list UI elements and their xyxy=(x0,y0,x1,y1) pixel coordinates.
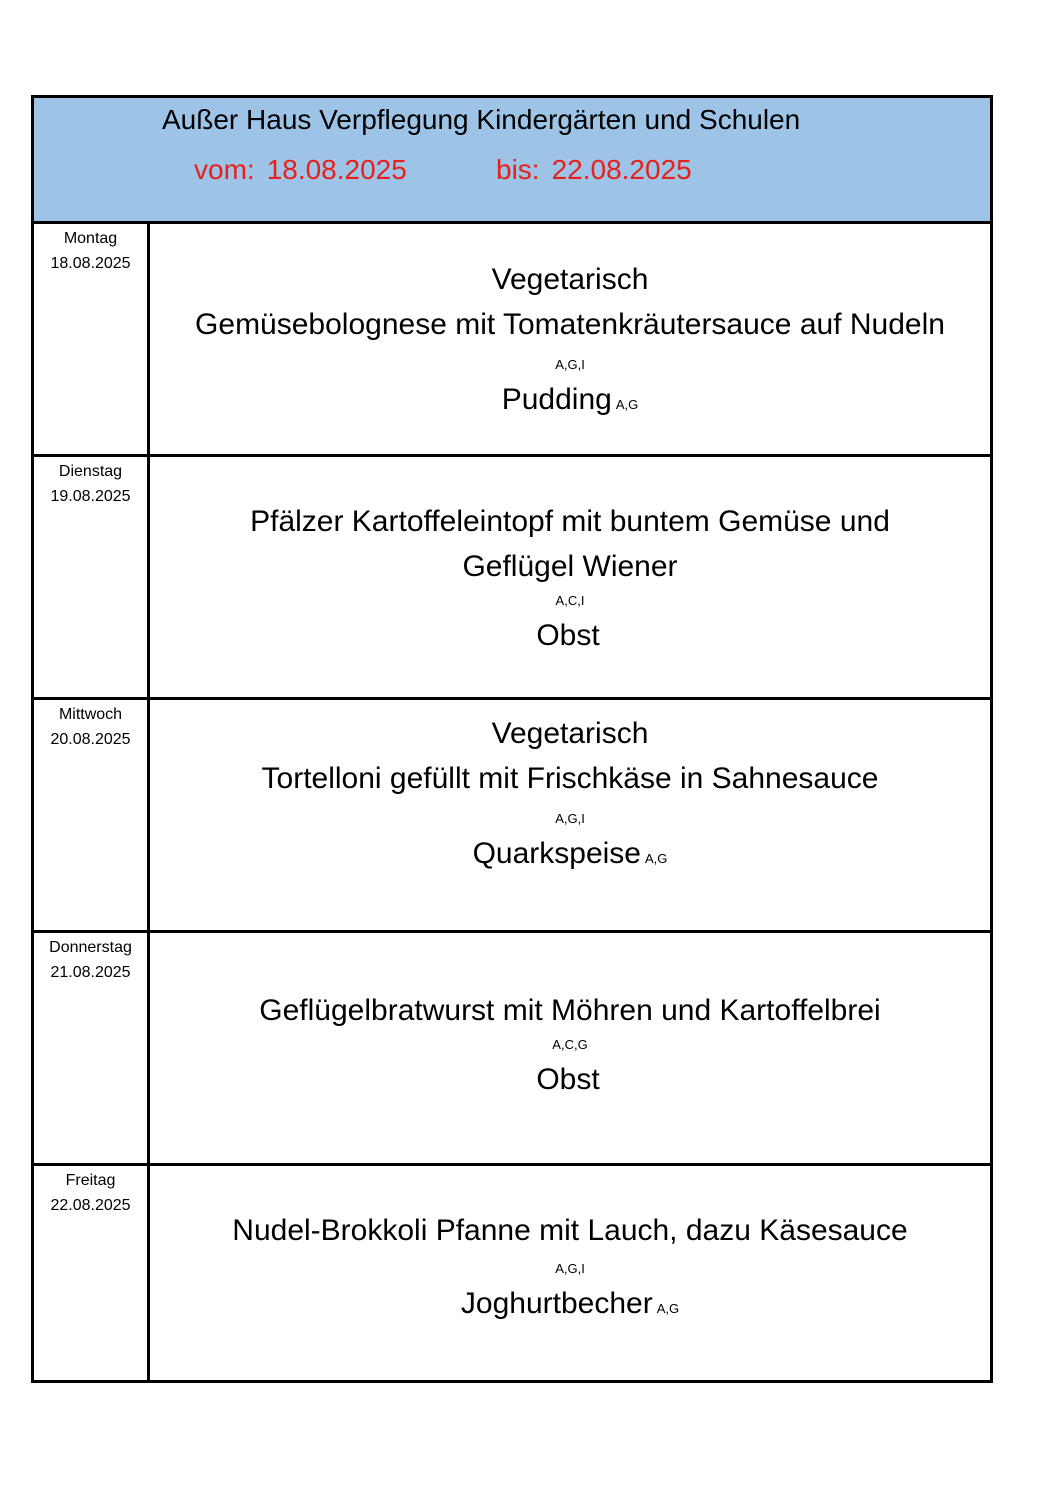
dish-line: Geflügel Wiener xyxy=(462,550,678,583)
date-from-label: vom: xyxy=(194,154,255,185)
dessert xyxy=(150,613,990,663)
day-date: 18.08.2025 xyxy=(50,255,131,272)
dish-line: Geflügelbratwurst mit Möhren und Kartoffelbrei xyxy=(259,994,881,1027)
dessert-name: Pudding xyxy=(501,383,612,416)
menu-table xyxy=(31,95,993,1383)
dessert-name: Joghurtbecher xyxy=(460,1287,653,1320)
dish-line: Nudel-Brokkoli Pfanne mit Lauch, dazu Käsesauce xyxy=(232,1214,908,1247)
dessert xyxy=(150,831,990,881)
menu-cell xyxy=(150,224,990,454)
dessert xyxy=(150,377,990,427)
date-to xyxy=(496,154,692,186)
date-from-value: 18.08.2025 xyxy=(266,154,407,185)
table-row xyxy=(34,224,990,457)
dessert-name: Quarkspeise xyxy=(472,837,641,870)
dessert-allergens: A,G xyxy=(645,851,668,866)
table-row xyxy=(34,457,990,700)
dish-line: Vegetarisch xyxy=(491,263,649,296)
dish-allergens: A,G,I xyxy=(555,1261,585,1276)
day-cell xyxy=(34,1166,150,1380)
day-cell xyxy=(34,700,150,930)
dish-line: Vegetarisch xyxy=(491,717,649,750)
dish-allergens: A,C,I xyxy=(555,593,585,608)
day-cell xyxy=(34,457,150,697)
date-to-value: 22.08.2025 xyxy=(551,154,692,185)
day-date: 19.08.2025 xyxy=(50,488,131,505)
day-cell xyxy=(34,933,150,1163)
menu-cell xyxy=(150,1166,990,1380)
day-date: 20.08.2025 xyxy=(50,731,131,748)
day-cell xyxy=(34,224,150,454)
date-to-label: bis: xyxy=(496,154,540,185)
table-row xyxy=(34,1166,990,1380)
menu-cell xyxy=(150,933,990,1163)
dessert-allergens: A,G xyxy=(615,397,639,412)
dish-line: Tortelloni gefüllt mit Frischkäse in Sahnesauce xyxy=(261,762,879,795)
table-header xyxy=(34,98,990,224)
dessert-allergens: A,G xyxy=(656,1301,680,1316)
dish-line: Pfälzer Kartoffeleintopf mit buntem Gemüse und xyxy=(250,505,890,538)
date-from xyxy=(194,154,407,186)
page-title: Außer Haus Verpflegung Kindergärten und Schulen xyxy=(162,104,801,135)
day-name: Freitag xyxy=(65,1172,116,1189)
day-name: Donnerstag xyxy=(49,939,132,956)
day-name: Mittwoch xyxy=(58,706,123,723)
dish-line: Gemüsebolognese mit Tomatenkräutersauce auf Nudeln xyxy=(195,308,945,341)
dish-allergens: A,G,I xyxy=(555,811,585,826)
dish-allergens: A,C,G xyxy=(552,1037,588,1052)
dessert-name: Obst xyxy=(536,619,600,652)
day-date: 21.08.2025 xyxy=(50,964,131,981)
day-name: Dienstag xyxy=(58,463,123,480)
day-date: 22.08.2025 xyxy=(50,1197,131,1214)
dessert xyxy=(150,1281,990,1331)
dessert-name: Obst xyxy=(536,1063,600,1096)
table-row xyxy=(34,700,990,933)
dessert xyxy=(150,1057,990,1107)
day-name: Montag xyxy=(63,230,118,247)
menu-cell xyxy=(150,457,990,697)
dish-allergens: A,G,I xyxy=(555,357,585,372)
menu-cell xyxy=(150,700,990,930)
table-row xyxy=(34,933,990,1166)
